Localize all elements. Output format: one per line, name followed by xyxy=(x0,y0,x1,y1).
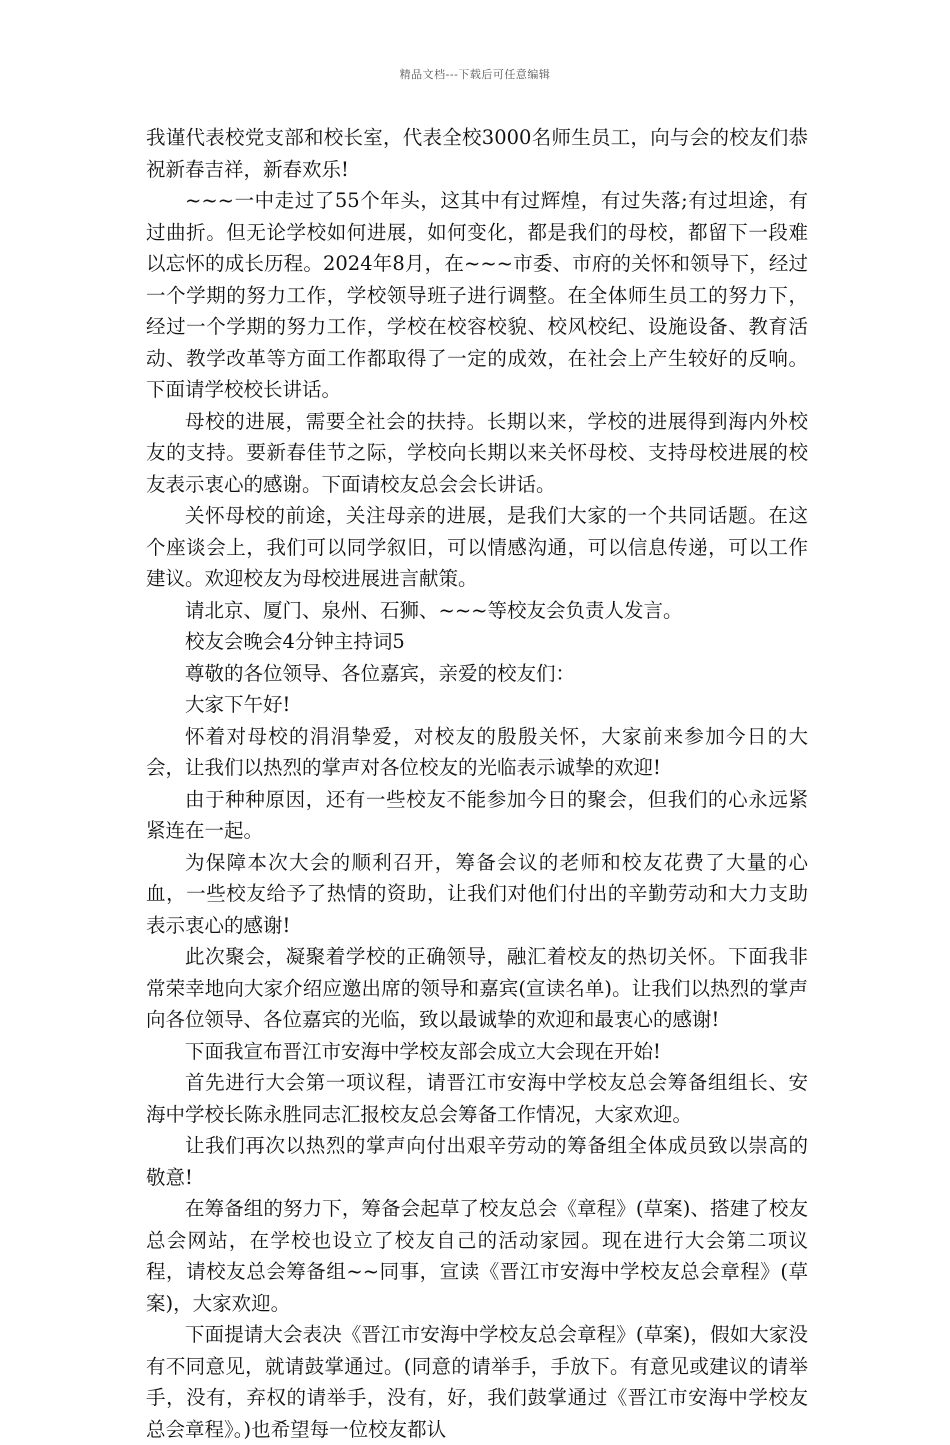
paragraph: 校友会晚会4分钟主持词5 xyxy=(185,630,405,653)
paragraph: ~~~一中走过了55个年头，这其中有过辉煌，有过失落;有过坦途，有过曲折。但无论学校如何进展，如何变化，都是我们的母校，都留下一段难以忘怀的成长历程。2024年8月，在~~~市委、市府的关怀和领导下，经过一个学期的努力工作，学校领导班子进行调整。在全体师生员工的努力下，经过一个学期的努力工作，学校在校容校貌、校风校纪、设施设备、教育活动、教学改革等方面工作都取得了一定的成效，在社会上产生较好的反响。下面请学校校长讲话。 xyxy=(146,189,808,401)
paragraph: 尊敬的各位领导、各位嘉宾，亲爱的校友们： xyxy=(185,661,576,685)
paragraph: 下面我宣布晋江市安海中学校友部会成立大会现在开始! xyxy=(185,1039,661,1063)
paragraph: 由于种种原因，还有一些校友不能参加今日的聚会，但我们的心永远紧紧连在一起。 xyxy=(146,787,808,842)
paragraph: 请北京、厦门、泉州、石狮、~~~等校友会负责人发言。 xyxy=(185,598,683,622)
paragraph: 大家下午好! xyxy=(185,693,291,716)
paragraph: 关怀母校的前途，关注母亲的进展，是我们大家的一个共同话题。在这个座谈会上，我们可以同学叙旧，可以情感沟通，可以信息传递，可以工作建议。欢迎校友为母校进展进言献策。 xyxy=(146,504,808,590)
paragraph: 首先进行大会第一项议程，请晋江市安海中学校友总会筹备组组长、安海中学校长陈永胜同志汇报校友总会筹备工作情况，大家欢迎。 xyxy=(146,1071,808,1126)
paragraph: 母校的进展，需要全社会的扶持。长期以来，学校的进展得到海内外校友的支持。要新春佳节之际，学校向长期以来关怀母校、支持母校进展的校友表示衷心的感谢。下面请校友总会会长讲话。 xyxy=(146,409,808,496)
paragraph: 此次聚会，凝聚着学校的正确领导，融汇着校友的热切关怀。下面我非常荣幸地向大家介绍应邀出席的领导和嘉宾(宣读名单)。让我们以热烈的掌声向各位领导、各位嘉宾的光临，致以最诚挚的欢迎和最衷心的感谢! xyxy=(146,945,808,1031)
document-body xyxy=(146,122,808,1445)
paragraph: 下面提请大会表决《晋江市安海中学校友总会章程》(草案)，假如大家没有不同意见，就请鼓掌通过。(同意的请举手，手放下。有意见或建议的请举手，没有，弃权的请举手，没有，好，我们鼓掌通过《晋江市安海中学校友总会章程》。)也希望每一位校友都认 xyxy=(146,1323,808,1441)
paragraph: 为保障本次大会的顺利召开，筹备会议的老师和校友花费了大量的心血，一些校友给予了热情的资助，让我们对他们付出的辛勤劳动和大力支助表示衷心的感谢! xyxy=(146,850,808,937)
paragraph: 我谨代表校党支部和校长室，代表全校3000名师生员工，向与会的校友们恭祝新春吉祥，新春欢乐! xyxy=(146,126,808,181)
page-header: 精品文档---下载后可任意编辑 xyxy=(399,68,551,81)
paragraph: 在筹备组的努力下，筹备会起草了校友总会《章程》(草案)、搭建了校友总会网站，在学校也设立了校友自己的活动家园。现在进行大会第二项议程，请校友总会筹备组~~同事，宣读《晋江市安海中学校友总会章程》(草案)，大家欢迎。 xyxy=(146,1197,808,1315)
paragraph: 让我们再次以热烈的掌声向付出艰辛劳动的筹备组全体成员致以崇高的敬意! xyxy=(146,1134,808,1189)
paragraph: 怀着对母校的涓涓挚爱，对校友的殷殷关怀，大家前来参加今日的大会，让我们以热烈的掌声对各位校友的光临表示诚挚的欢迎! xyxy=(146,724,808,779)
